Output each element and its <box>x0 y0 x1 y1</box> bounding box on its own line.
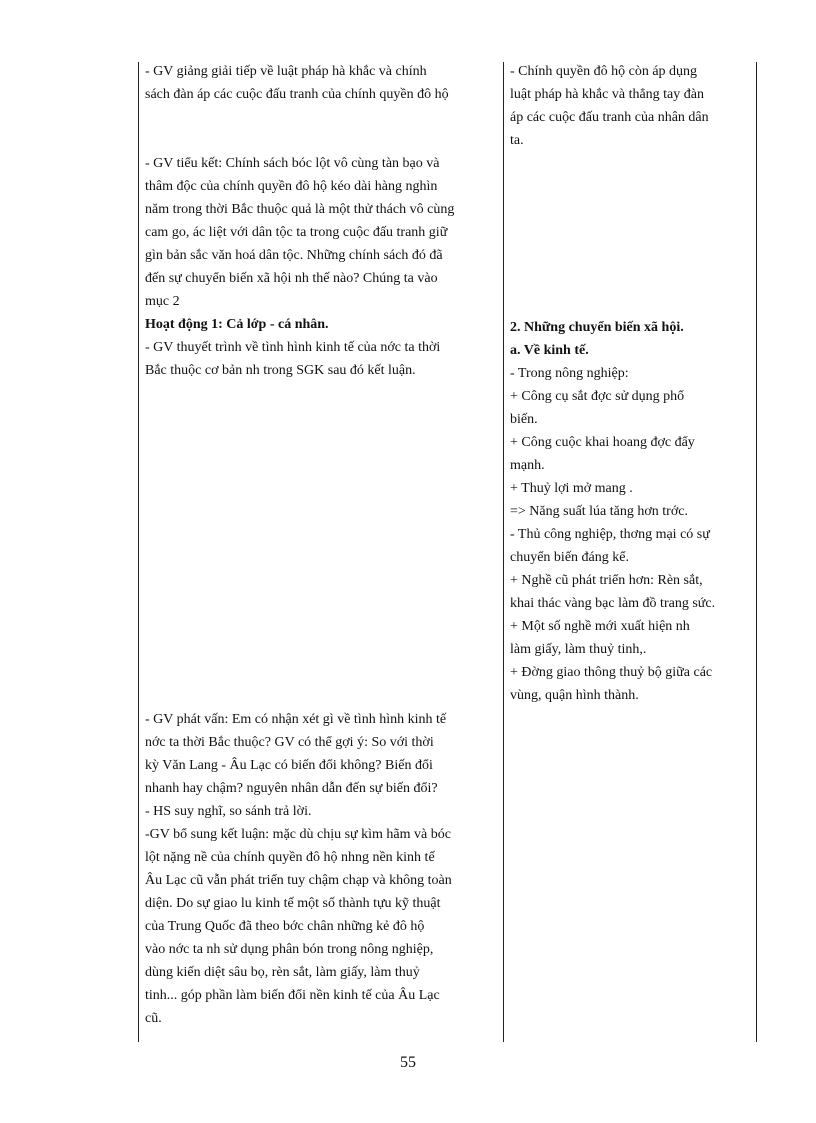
text-line: kỳ Văn Lang - Âu Lạc có biến đổi không? Biến đổi <box>145 758 433 773</box>
text-line: lột nặng nề của chính quyền đô hộ nhng nền kinh tế <box>145 850 435 865</box>
text-line: mạnh. <box>510 458 545 473</box>
text-line: luật pháp hà khắc và thẳng tay đàn <box>510 87 704 102</box>
text-line: - GV thuyết trình về tình hình kinh tế của nớc ta thời <box>145 340 441 355</box>
text-line: đến sự chuyển biến xã hội nh thế nào? Chúng ta vào <box>145 271 438 286</box>
text-line: + Nghề cũ phát triển hơn: Rèn sắt, <box>510 573 703 588</box>
table-border-middle <box>503 62 504 1042</box>
text-line: dùng kiến diệt sâu bọ, rèn sắt, làm giấy, làm thuỷ <box>145 965 420 980</box>
left-block-3 <box>145 313 500 382</box>
text-line: diện. Do sự giao lu kinh tế một số thành tựu kỹ thuật <box>145 896 441 911</box>
subsection-heading: a. Về kinh tế. <box>510 343 589 358</box>
text-line: Bắc thuộc cơ bản nh trong SGK sau đó kết luận. <box>145 363 416 378</box>
text-line: Âu Lạc cũ vẫn phát triển tuy chậm chạp và không toàn <box>145 873 452 888</box>
text-line: - GV phát vấn: Em có nhận xét gì về tình hình kinh tế <box>145 712 447 727</box>
table-border-right <box>756 62 757 1042</box>
text-line: của Trung Quốc đã theo bớc chân những kẻ đô hộ <box>145 919 425 934</box>
text-line: + Một số nghề mới xuất hiện nh <box>510 619 690 634</box>
text-line: => Năng suất lúa tăng hơn trớc. <box>510 504 688 519</box>
text-line: - GV giảng giải tiếp về luật pháp hà khắc và chính <box>145 64 427 79</box>
left-block-1 <box>145 60 500 106</box>
section-heading: 2. Những chuyển biến xã hội. <box>510 320 684 335</box>
text-line: tinh... góp phần làm biến đổi nền kinh tế của Âu Lạc <box>145 988 440 1003</box>
text-line: cũ. <box>145 1011 162 1026</box>
text-line: nớc ta thời Bắc thuộc? GV có thể gợi ý: So với thời <box>145 735 434 750</box>
left-block-2 <box>145 152 500 313</box>
text-line: ta. <box>510 133 524 148</box>
text-line: gìn bản sắc văn hoá dân tộc. Những chính sách đó đã <box>145 248 443 263</box>
text-line: + Công cụ sắt đợc sử dụng phổ <box>510 389 685 404</box>
text-line: + Công cuộc khai hoang đợc đẩy <box>510 435 695 450</box>
right-block-2 <box>510 316 755 707</box>
text-line: chuyển biến đáng kể. <box>510 550 629 565</box>
page-number: 55 <box>400 1054 416 1071</box>
text-line: thâm độc của chính quyền đô hộ kéo dài hàng nghìn <box>145 179 438 194</box>
text-line: biến. <box>510 412 538 427</box>
text-line: nhanh hay chậm? nguyên nhân dẫn đến sự biến đổi? <box>145 781 438 796</box>
text-line: + Thuỷ lợi mở mang . <box>510 481 633 496</box>
table-border-left <box>138 62 139 1042</box>
text-line: sách đàn áp các cuộc đấu tranh của chính quyền đô hộ <box>145 87 449 102</box>
text-line: - GV tiểu kết: Chính sách bóc lột vô cùng tàn bạo và <box>145 156 440 171</box>
text-line: -GV bổ sung kết luận: mặc dù chịu sự kìm hãm và bóc <box>145 827 451 842</box>
text-line: - Trong nông nghiệp: <box>510 366 629 381</box>
text-line: - HS suy nghĩ, so sánh trả lời. <box>145 804 312 819</box>
activity-heading: Hoạt động 1: Cả lớp - cá nhân. <box>145 317 329 332</box>
text-line: cam go, ác liệt với dân tộc ta trong cuộc đấu tranh giữ <box>145 225 448 240</box>
text-line: làm giấy, làm thuỷ tinh,. <box>510 642 647 657</box>
text-line: vùng, quận hình thành. <box>510 688 639 703</box>
text-line: vào nớc ta nh sử dụng phân bón trong nông nghiệp, <box>145 942 434 957</box>
text-line: + Đờng giao thông thuỷ bộ giữa các <box>510 665 713 680</box>
text-line: - Chính quyền đô hộ còn áp dụng <box>510 64 698 79</box>
text-line: khai thác vàng bạc làm đồ trang sức. <box>510 596 716 611</box>
left-block-4 <box>145 708 500 1030</box>
right-block-1 <box>510 60 755 152</box>
text-line: năm trong thời Bắc thuộc quả là một thử thách vô cùng <box>145 202 455 217</box>
text-line: áp các cuộc đấu tranh của nhân dân <box>510 110 709 125</box>
text-line: - Thủ công nghiệp, thơng mại có sự <box>510 527 710 542</box>
text-line: mục 2 <box>145 294 180 309</box>
